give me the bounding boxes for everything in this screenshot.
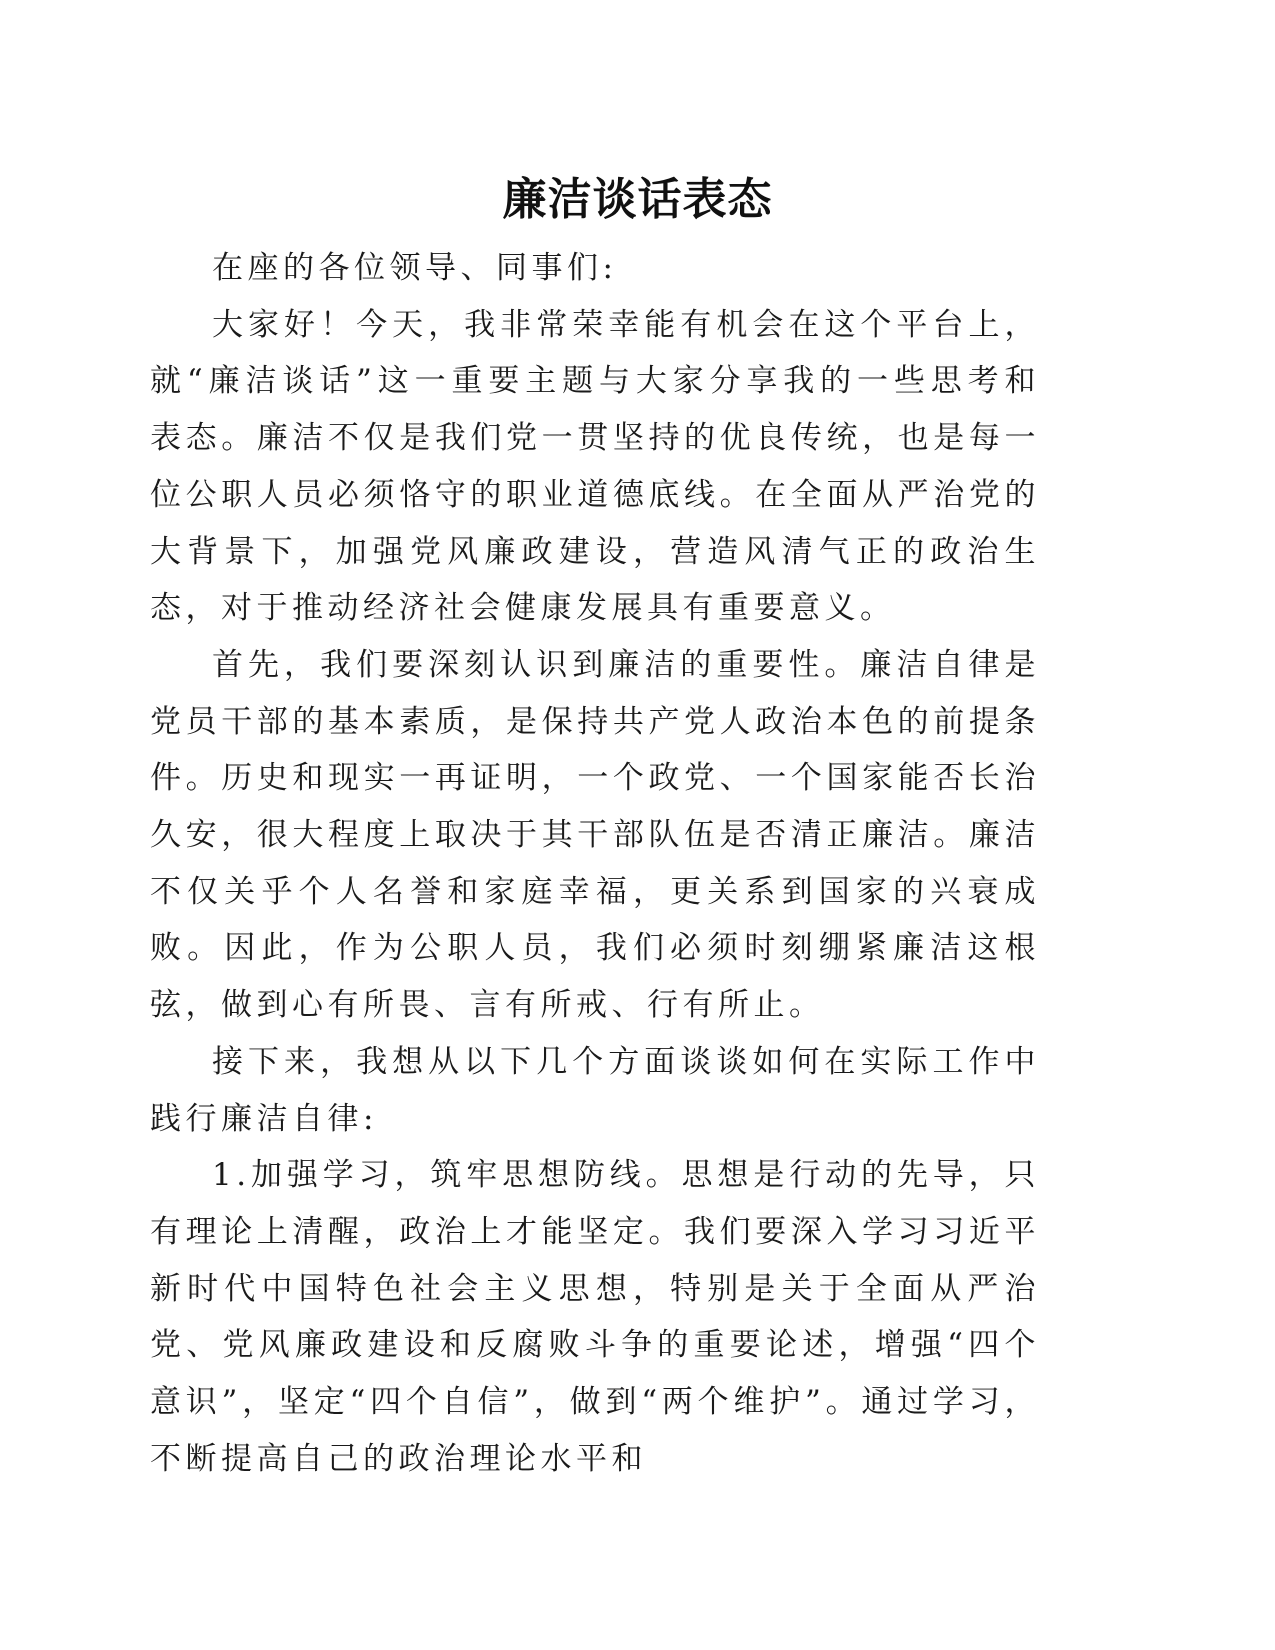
document-title: 廉洁谈话表态 xyxy=(502,174,773,225)
point-one-paragraph: 1.加强学习，筑牢思想防线。思想是行动的先导，只有理论上清醒，政治上才能坚定。我们要深入学习习近平新时代中国特色社会主义思想，特别是关于全面从严治党、党风廉政建设和反腐败斗争的重要论述，增强“四个意识”，坚定“四个自信”，做到“两个维护”。通过学习，不断提高自己的政治理论水平和 xyxy=(150,1157,1040,1477)
greeting-paragraph: 在座的各位领导、同事们: xyxy=(212,250,618,286)
document-body xyxy=(150,240,1040,1487)
intro-paragraph: 大家好！今天，我非常荣幸能有机会在这个平台上，就“廉洁谈话”这一重要主题与大家分享我的一些思考和表态。廉洁不仅是我们党一贯坚持的优良传统，也是每一位公职人员必须恪守的职业道德底线。在全面从严治党的大背景下，加强党风廉政建设，营造风清气正的政治生态，对于推动经济社会健康发展具有重要意义。 xyxy=(150,306,1040,627)
transition-paragraph: 接下来，我想从以下几个方面谈谈如何在实际工作中践行廉洁自律: xyxy=(150,1043,1040,1137)
importance-paragraph: 首先，我们要深刻认识到廉洁的重要性。廉洁自律是党员干部的基本素质，是保持共产党人政治本色的前提条件。历史和现实一再证明，一个政党、一个国家能否长治久安，很大程度上取决于其干部队伍是否清正廉洁。廉洁不仅关乎个人名誉和家庭幸福，更关系到国家的兴衰成败。因此，作为公职人员，我们必须时刻绷紧廉洁这根弦，做到心有所畏、言有所戒、行有所止。 xyxy=(150,646,1040,1024)
